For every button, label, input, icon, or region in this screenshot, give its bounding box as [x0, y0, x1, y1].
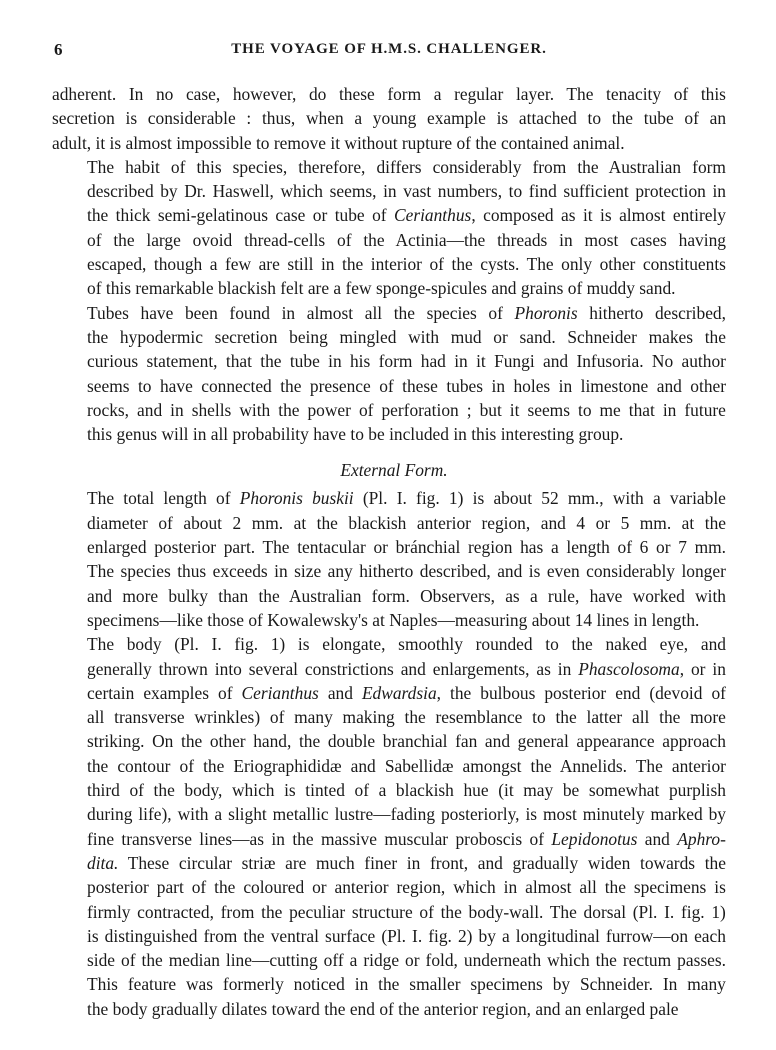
text-line: dita. These circular striæ are much finer in front, and gradually widen towards the	[87, 852, 726, 873]
paragraph	[52, 301, 726, 447]
text-line: diameter of about 2 mm. at the blackish anterior region, and 4 or 5 mm. at the	[87, 512, 726, 533]
text-line: rocks, and in shells with the power of perforation ; but it seems to me that in future	[87, 399, 726, 420]
text-line: striking. On the other hand, the double branchial fan and general appearance approach	[87, 731, 726, 752]
text-line: Tubes have been found in almost all the species of Phoronis hitherto described,	[87, 302, 726, 323]
text-line: escaped, though a few are still in the interior of the cysts. The only other constituents	[87, 254, 726, 275]
text-line: posterior part of the coloured or anterior region, which in almost all the specimens is	[87, 877, 726, 898]
text-line: this genus will in all probability have to be included in this interesting group.	[87, 424, 624, 445]
text-line: side of the median line—cutting off a ridge or fold, underneath which the rectum passes.	[87, 950, 726, 971]
text-line: of the large ovoid thread-cells of the Actinia—the threads in most cases having	[87, 229, 726, 250]
section-heading: External Form.	[340, 460, 448, 481]
text-line: third of the body, which is tinted of a blackish hue (it may be somewhat purplish	[87, 780, 726, 801]
text-line: The habit of this species, therefore, differs considerably from the Australian form	[87, 156, 726, 177]
paragraph	[52, 486, 726, 632]
text-line: the thick semi-gelatinous case or tube of Cerianthus, composed as it is almost entirely	[87, 205, 726, 226]
paragraph	[52, 632, 726, 1021]
running-title: THE VOYAGE OF H.M.S. CHALLENGER.	[231, 41, 547, 57]
text-line: is distinguished from the ventral surface (Pl. I. fig. 2) by a longitudinal furrow—on each	[87, 925, 726, 946]
body-text	[52, 82, 726, 1021]
text-line: The total length of Phoronis buskii (Pl. I. fig. 1) is about 52 mm., with a variable	[87, 488, 726, 509]
text-line: The species thus exceeds in size any hitherto described, and is even considerably longer	[87, 561, 726, 582]
text-line: This feature was formerly noticed in the smaller specimens by Schneider. In many	[87, 974, 726, 995]
text-line: enlarged posterior part. The tentacular or bránchial region has a length of 6 or 7 mm.	[87, 537, 726, 558]
text-line: generally thrown into several constrictions and enlargements, as in Phascolosoma, or in	[87, 658, 726, 679]
text-line: adult, it is almost impossible to remove it without rupture of the contained animal.	[52, 132, 625, 153]
paragraph	[52, 155, 726, 301]
document-page	[52, 40, 726, 1021]
text-line: of this remarkable blackish felt are a few sponge-spicules and grains of muddy sand.	[87, 278, 676, 299]
page-number: 6	[54, 40, 64, 59]
text-line: The body (Pl. I. fig. 1) is elongate, smoothly rounded to the naked eye, and	[87, 634, 726, 655]
text-line: secretion is considerable : thus, when a young example is attached to the tube of an	[52, 108, 727, 129]
text-line: curious statement, that the tube in his form had in it Fungi and Infusoria. No author	[87, 351, 726, 372]
text-line: the body gradually dilates toward the end of the anterior region, and an enlarged pale	[87, 998, 679, 1019]
text-line: during life), with a slight metallic lustre—fading posteriorly, is most minutely marked by	[87, 804, 726, 825]
text-line: firmly contracted, from the peculiar structure of the body-wall. The dorsal (Pl. I. fig. 1)	[87, 901, 726, 922]
paragraph	[52, 82, 726, 155]
text-line: adherent. In no case, however, do these form a regular layer. The tenacity of this	[52, 84, 726, 104]
text-line: fine transverse lines—as in the massive muscular proboscis of Lepidonotus and Aphro-	[87, 828, 726, 849]
text-line: specimens—like those of Kowalewsky's at Naples—measuring about 14 lines in length.	[87, 609, 700, 630]
running-head	[52, 40, 726, 66]
text-line: and more bulky than the Australian form. Observers, as a rule, have worked with	[87, 585, 726, 606]
text-line: the contour of the Eriographididæ and Sabellidæ amongst the Annelids. The anterior	[87, 755, 726, 776]
text-line: described by Dr. Haswell, which seems, in vast numbers, to find sufficient protection in	[87, 181, 726, 202]
text-line: seems to have connected the presence of these tubes in holes in limestone and other	[87, 375, 727, 396]
text-line: certain examples of Cerianthus and Edwardsia, the bulbous posterior end (devoid of	[87, 682, 726, 703]
text-line: the hypodermic secretion being mingled with mud or sand. Schneider makes the	[87, 326, 726, 347]
text-line: all transverse wrinkles) of many making the resemblance to the latter all the more	[87, 707, 726, 728]
